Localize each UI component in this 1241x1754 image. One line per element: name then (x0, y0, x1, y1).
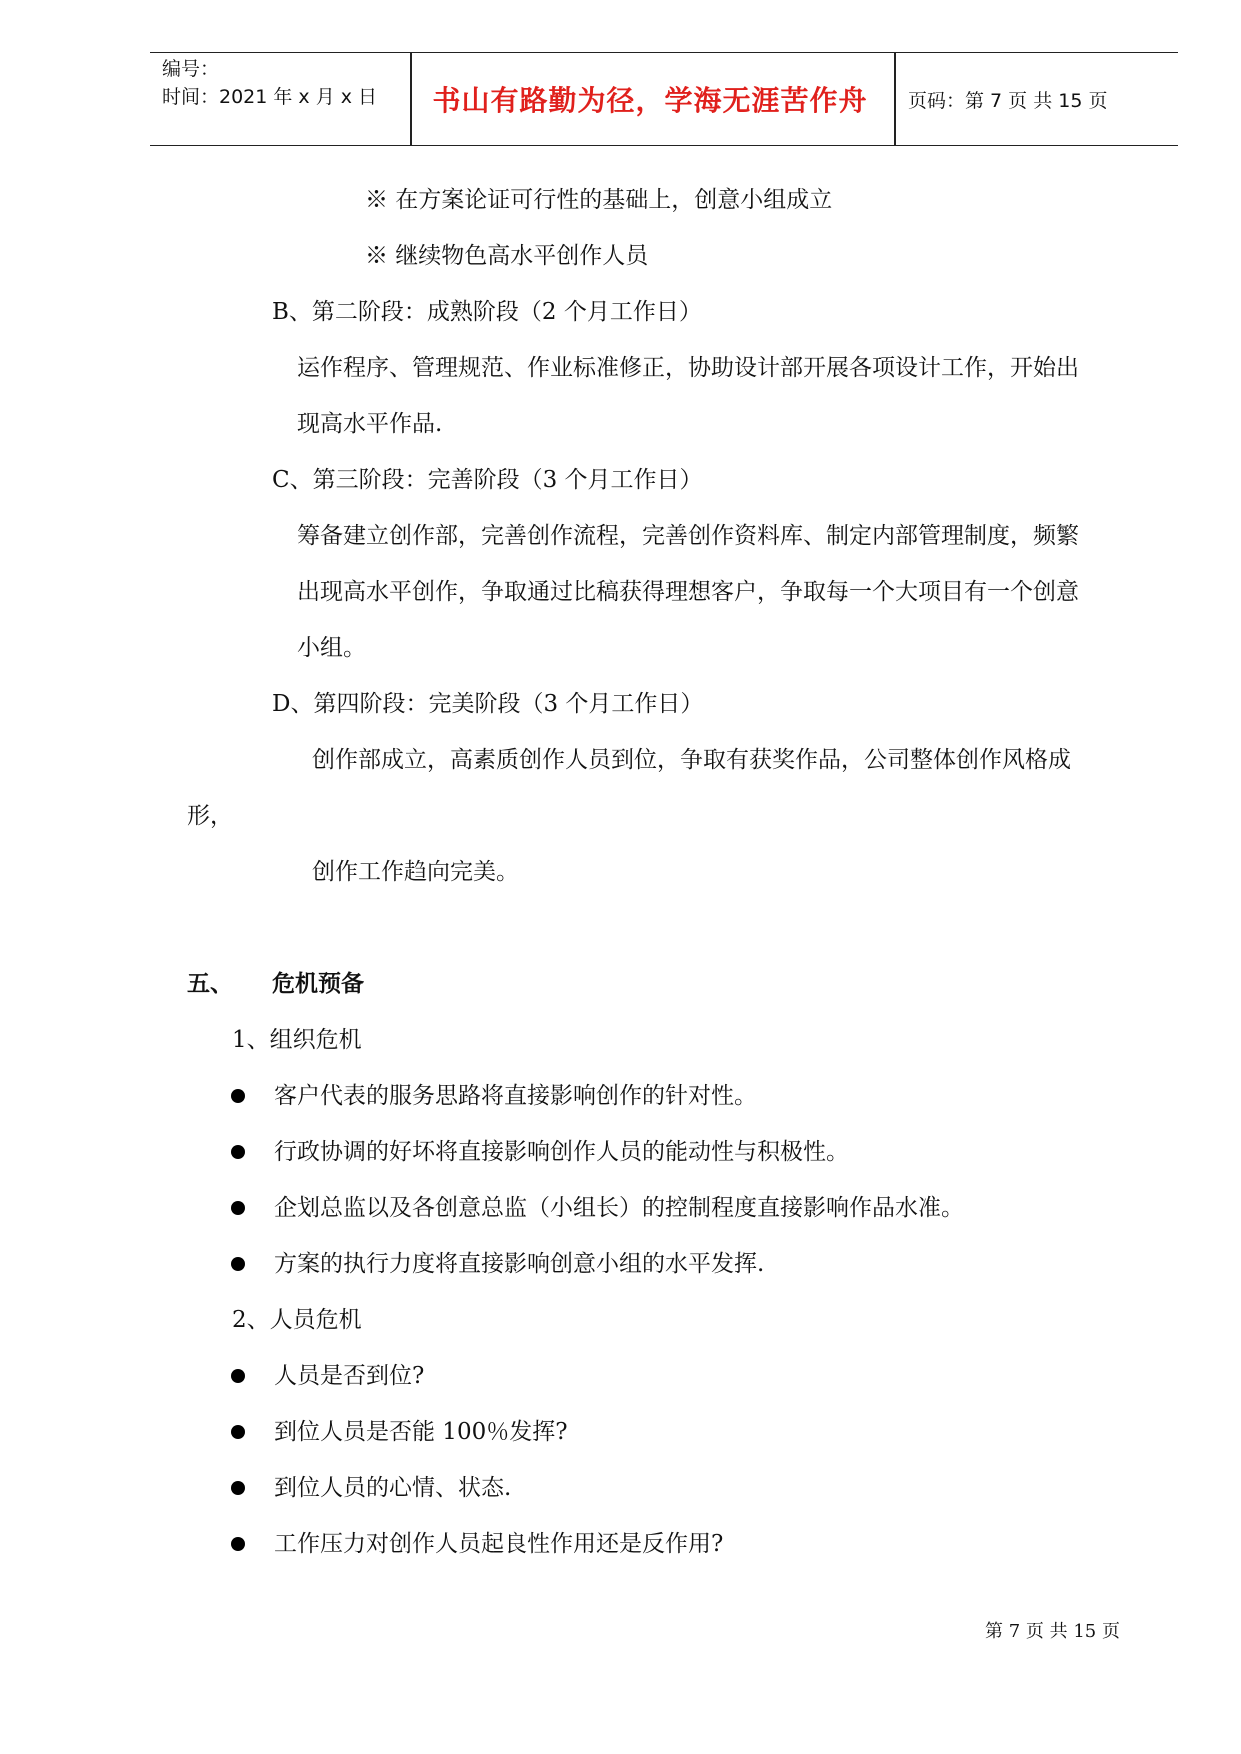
bullet-dot (231, 1369, 245, 1383)
header-page-label: 页码：第 7 页 共 15 页 (908, 89, 1108, 112)
time-label: 时间：2021 年 x 月 x 日 (162, 86, 378, 108)
paragraph-line: 小组。 (297, 635, 366, 661)
number-label: 编号： (162, 58, 220, 80)
paragraph-line: 出现高水平创作，争取通过比稿获得理想客户，争取每一个大项目有一个创意 (297, 579, 1079, 605)
stage-item: ※ 在方案论证可行性的基础上，创意小组成立 (365, 187, 833, 213)
paragraph-line: 筹备建立创作部，完善创作流程，完善创作资料库、制定内部管理制度，频繁 (297, 523, 1079, 549)
bullet-text: 行政协调的好坏将直接影响创作人员的能动性与积极性。 (274, 1139, 849, 1165)
stage-item: ※ 继续物色高水平创作人员 (365, 243, 649, 269)
bullet-text: 客户代表的服务思路将直接影响创作的针对性。 (274, 1083, 757, 1109)
page-footer: 第 7 页 共 15 页 (985, 1621, 1120, 1642)
paragraph-line: 现高水平作品. (297, 411, 443, 437)
bullet-dot (231, 1425, 245, 1439)
page-header (150, 52, 1178, 146)
bullet-text: 到位人员的心情、状态. (274, 1475, 512, 1501)
paragraph-line: 运作程序、管理规范、作业标准修正，协助设计部开展各项设计工作，开始出 (297, 355, 1079, 381)
header-motto: 书山有路勤为径，学海无涯苦作舟 (432, 84, 868, 117)
bullet-text: 到位人员是否能 100％发挥? (274, 1419, 568, 1445)
stage-heading: D、第四阶段：完美阶段（3 个月工作日） (272, 691, 704, 717)
section-title: 危机预备 (272, 971, 364, 997)
subsection-heading: 1、组织危机 (232, 1027, 362, 1053)
header-divider (894, 53, 896, 145)
bullet-dot (231, 1089, 245, 1103)
bullet-dot (231, 1145, 245, 1159)
bullet-text: 人员是否到位? (274, 1363, 425, 1389)
header-meta (162, 55, 377, 111)
paragraph-line: 创作部成立，高素质创作人员到位，争取有获奖作品，公司整体创作风格成 (312, 747, 1071, 773)
bullet-dot (231, 1481, 245, 1495)
bullet-text: 方案的执行力度将直接影响创意小组的水平发挥. (274, 1251, 765, 1277)
section-number: 五、 (187, 971, 233, 997)
paragraph-line: 创作工作趋向完美。 (312, 859, 519, 885)
bullet-dot (231, 1537, 245, 1551)
paragraph-line: 形， (187, 803, 233, 829)
bullet-text: 工作压力对创作人员起良性作用还是反作用? (274, 1531, 724, 1557)
bullet-dot (231, 1201, 245, 1215)
stage-heading: B、第二阶段：成熟阶段（2 个月工作日） (272, 299, 702, 325)
bullet-text: 企划总监以及各创意总监（小组长）的控制程度直接影响作品水准。 (274, 1195, 964, 1221)
bullet-dot (231, 1257, 245, 1271)
stage-heading: C、第三阶段：完善阶段（3 个月工作日） (272, 467, 703, 493)
subsection-heading: 2、人员危机 (232, 1307, 362, 1333)
